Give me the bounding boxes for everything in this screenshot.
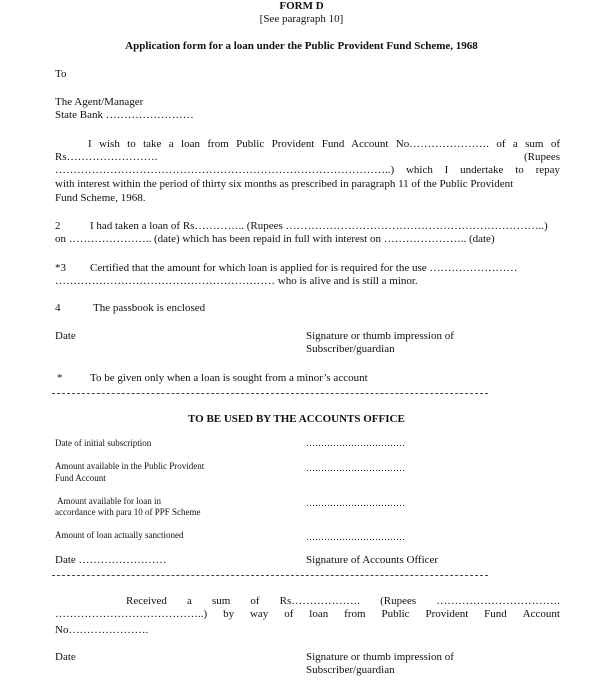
office-field-blank[interactable]: …………………………… — [306, 532, 405, 542]
date-label-2: Date — [55, 651, 76, 663]
office-field-label: Amount available in the Public Provident — [55, 461, 205, 471]
item4-text: The passbook is enclosed — [93, 302, 206, 314]
receipt-word: sum — [211, 595, 231, 607]
receipt-word: …………………………………..) — [55, 608, 208, 620]
item2-line2: on ………………….. (date) which has been repaid in full with interest on ………………….. (date) — [55, 233, 495, 245]
office-field-label: Amount available for loan in — [57, 496, 161, 506]
item2-line1: I had taken a loan of Rs………….. (Rupees ……………………………………………………………..) — [90, 220, 548, 232]
footnote-mark: * — [57, 372, 63, 384]
item2-number: 2 — [55, 220, 61, 232]
receipt-account-number: No…………………. — [55, 624, 149, 636]
receipt-word: loan — [309, 608, 329, 620]
office-field-blank[interactable]: …………………………… — [306, 463, 405, 473]
office-field-label: Amount of loan actually sanctioned — [55, 530, 184, 540]
receipt-line1 — [126, 595, 560, 607]
signature-label-1a: Signature or thumb impression of — [306, 330, 454, 342]
footnote-text: To be given only when a loan is sought from a minor’s account — [90, 372, 368, 384]
receipt-word: of — [284, 608, 294, 620]
receipt-word: from — [344, 608, 366, 620]
para1-line3: ………………………………………………………………………………..) which I undertake to repay — [55, 164, 560, 176]
office-field-label-cont: accordance with para 10 of PPF Scheme — [55, 507, 201, 517]
addressee-line1: The Agent/Manager — [55, 96, 144, 108]
receipt-word: Rs………………. — [279, 595, 361, 607]
item3-line1: Certified that the amount for which loan is applied for is required for the use …………………… — [90, 262, 518, 274]
receipt-word: Received — [126, 595, 167, 607]
form-subtitle: Application form for a loan under the Public Provident Fund Scheme, 1968 — [125, 40, 478, 52]
office-field-label: Date of initial subscription — [55, 438, 152, 448]
receipt-word: Account — [522, 608, 560, 620]
divider-top — [52, 393, 488, 394]
receipt-line2 — [55, 608, 560, 620]
receipt-word: ……………………………. — [436, 595, 560, 607]
office-field-blank[interactable]: …………………………… — [306, 498, 405, 508]
to-label: To — [55, 68, 67, 80]
signature-label-1b: Subscriber/guardian — [306, 343, 395, 355]
item3-number: *3 — [55, 262, 66, 274]
office-field-label-cont: Fund Account — [55, 473, 106, 483]
accounts-office-heading: TO BE USED BY THE ACCOUNTS OFFICE — [188, 413, 405, 425]
para1-line1: I wish to take a loan from Public Provident Fund Account No…………………. of a sum of — [88, 138, 560, 150]
receipt-word: of — [250, 595, 260, 607]
receipt-word: way — [249, 608, 269, 620]
receipt-word: by — [223, 608, 235, 620]
receipt-word: Provident — [425, 608, 469, 620]
para1-line5: Fund Scheme, 1968. — [55, 192, 146, 204]
para1-line4: with interest within the period of thirty six months as prescribed in paragraph 11 of the Public Provident — [55, 178, 514, 190]
receipt-word: Fund — [484, 608, 507, 620]
para1-line2-right: (Rupees — [523, 151, 560, 163]
signature-label-2a: Signature or thumb impression of — [306, 651, 454, 663]
receipt-word: Public — [381, 608, 410, 620]
office-field-blank[interactable]: …………………………… — [306, 438, 405, 448]
accounts-officer-signature: Signature of Accounts Officer — [306, 554, 439, 566]
item3-line2: …………………………………………………… who is alive and is still a minor. — [55, 275, 418, 287]
divider-bottom — [52, 575, 488, 576]
receipt-word: a — [187, 595, 192, 607]
office-date-line: Date …………………… — [55, 554, 167, 566]
addressee-line2: State Bank …………………… — [55, 109, 194, 121]
paragraph-reference: [See paragraph 10] — [259, 13, 344, 25]
item4-number: 4 — [55, 302, 61, 314]
receipt-word: (Rupees — [380, 595, 417, 607]
signature-label-2b: Subscriber/guardian — [306, 664, 395, 676]
form-title: FORM D — [279, 0, 324, 12]
date-label-1: Date — [55, 330, 76, 342]
para1-line2-left: Rs……………………. — [55, 151, 158, 163]
